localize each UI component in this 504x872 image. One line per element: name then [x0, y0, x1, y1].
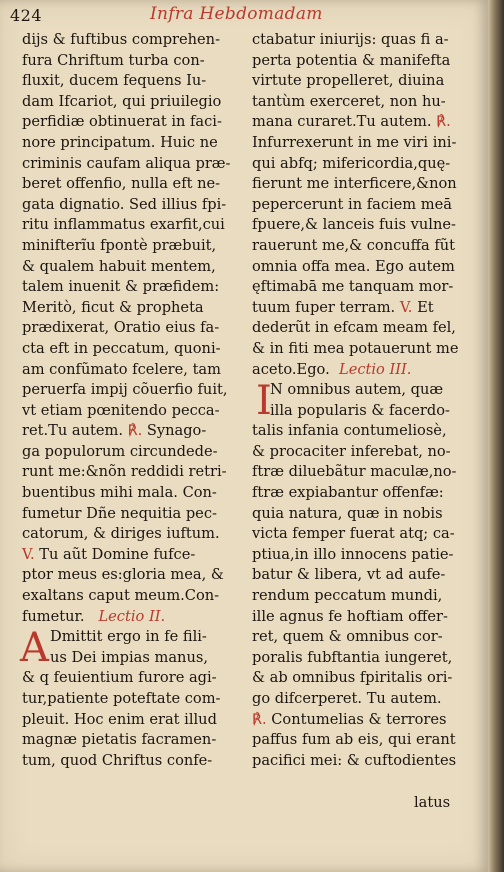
- text-line: pleuit. Hoc enim erat illud: [22, 710, 217, 728]
- text-fragment: aceto.Ego.: [252, 360, 330, 378]
- lectio-opening: [20, 625, 240, 672]
- right-column: [252, 30, 480, 771]
- text-line: vt etiam pœnitendo pecca-: [22, 401, 220, 419]
- text-line: perfidiæ obtinuerat in faci-: [22, 113, 222, 131]
- text-line: [252, 298, 480, 319]
- text-fragment: Contumelias & terrores: [271, 710, 447, 728]
- text-line: runt me:&nõn reddidi retri-: [22, 463, 227, 481]
- text-line: fierunt me interficere,&non: [252, 175, 457, 193]
- text-line: quia natura, quæ in nobis: [252, 504, 443, 522]
- text-line: Dmittit ergo in fe fili-: [50, 628, 207, 646]
- text-line: ctabatur iniurijs: quas fi a-: [252, 31, 449, 48]
- page-number: 424: [10, 6, 43, 25]
- text-line: dam Ifcariot, qui priuilegio: [22, 92, 222, 110]
- text-line: gata dignatio. Sed illius fpi-: [22, 195, 227, 213]
- text-line: fura Chriftum turba con-: [22, 51, 205, 69]
- lectio-heading: Lectio III.: [339, 360, 412, 378]
- right-text-block-a: [252, 30, 480, 112]
- text-line: fumetur Dñe nequitia pec-: [22, 504, 217, 522]
- text-line: Meritò, ficut & propheta: [22, 298, 204, 316]
- running-title: Infra Hebdomadam: [150, 4, 323, 24]
- text-line: perta potentia & manifefta: [252, 51, 451, 69]
- responsory-mark: ℟.: [127, 422, 143, 440]
- text-line: ritu inflammatus exarfit,cui: [22, 216, 225, 234]
- text-line: virtute propelleret, diuina: [252, 72, 445, 90]
- text-line: magnæ pietatis facramen-: [22, 731, 217, 749]
- text-line: exaltans caput meum.Con-: [22, 587, 220, 605]
- left-text-block-d: [22, 668, 240, 771]
- text-line: omnia offa mea. Ego autem: [252, 257, 455, 275]
- text-line: & qualem habuit mentem,: [22, 257, 216, 275]
- text-line: paffus fum ab eis, qui erant: [252, 731, 456, 749]
- right-text-block-d: [252, 421, 480, 709]
- text-line: cta eft in peccatum, quoni-: [22, 339, 221, 357]
- text-line: [22, 607, 240, 628]
- text-line: & ab omnibus fpiritalis ori-: [252, 669, 453, 687]
- catchword: latus: [414, 794, 451, 811]
- text-line: am confũmato fcelere, tam: [22, 360, 221, 378]
- left-column: [22, 30, 240, 771]
- text-fragment: fumetur.: [22, 607, 85, 625]
- responsory-mark: ℟.: [252, 710, 267, 728]
- text-fragment: Et: [417, 298, 434, 316]
- text-line: peruerfa impij cõuerfio fuit,: [22, 381, 228, 399]
- page-edge: [488, 0, 504, 872]
- text-line: tur,patiente poteftate com-: [22, 690, 221, 707]
- text-fragment: Tu aũt Domine fufce-: [39, 545, 196, 563]
- text-line: ret, quem & omnibus cor-: [252, 628, 443, 646]
- text-line: talis infania contumeliosè,: [252, 422, 447, 440]
- left-text-block-a: [22, 30, 240, 421]
- left-text-block-b: [22, 442, 240, 545]
- text-line: criminis caufam aliqua præ-: [22, 154, 231, 172]
- text-line: rendum peccatum mundi,: [252, 587, 443, 605]
- text-line: nore principatum. Huic ne: [22, 133, 218, 151]
- lectio-opening: [252, 378, 480, 425]
- text-line: batur & libera, vt ad aufe-: [252, 566, 446, 584]
- text-line: minifterĩu fpontè præbuit,: [22, 236, 217, 254]
- left-text-block-c: [22, 565, 240, 606]
- text-line: beret offenfio, nulla eft ne-: [22, 175, 221, 193]
- text-line: ptiua,in illo innocens patie-: [252, 545, 454, 563]
- text-line: poralis fubftantia iungeret,: [252, 648, 453, 666]
- lectio-heading: Lectio II.: [98, 607, 166, 625]
- text-line: dederũt in efcam meam fel,: [252, 319, 456, 337]
- dropcap-letter: A: [20, 625, 49, 672]
- text-line: talem inuenit & præfidem:: [22, 278, 220, 296]
- text-fragment: tuum fuper terram.: [252, 298, 396, 316]
- text-line: [252, 710, 480, 731]
- text-line: ftræ expiabantur offenfæ:: [252, 484, 444, 502]
- text-line: fluxit, ducem fequens Iu-: [22, 72, 207, 90]
- text-line: ęftimabā me tanquam mor-: [252, 278, 454, 296]
- versicle-mark: V.: [22, 545, 35, 563]
- dropcap-letter: I: [256, 378, 272, 425]
- text-line: dijs & fuftibus comprehen-: [22, 31, 221, 48]
- text-line: & procaciter inferebat, no-: [252, 442, 451, 460]
- text-line: us Dei impias manus,: [50, 648, 208, 666]
- text-line: illa popularis & facerdo-: [270, 401, 450, 419]
- text-line: [252, 112, 480, 133]
- text-line: N omnibus autem, quæ: [270, 381, 444, 399]
- text-line: catorum, & diriges iuftum.: [22, 525, 220, 543]
- text-line: go difcerperet. Tu autem.: [252, 690, 442, 707]
- text-line: qui abfq; mifericordia,quę-: [252, 154, 451, 172]
- text-line: ptor meus es:gloria mea, &: [22, 566, 224, 584]
- text-line: rauerunt me,& concuffa fũt: [252, 236, 456, 254]
- right-text-block-c: [252, 318, 480, 359]
- text-fragment: mana curaret.Tu autem.: [252, 113, 432, 131]
- right-text-block-b: [252, 133, 480, 298]
- text-line: [22, 421, 240, 442]
- text-fragment: ret.Tu autem.: [22, 422, 123, 440]
- page-header: [0, 0, 488, 32]
- text-line: buentibus mihi mala. Con-: [22, 484, 217, 502]
- text-line: Infurrexerunt in me viri ini-: [252, 133, 457, 151]
- text-line: ga populorum circundede-: [22, 442, 218, 460]
- text-line: [22, 545, 240, 566]
- text-line: pepercerunt in faciem meā: [252, 195, 452, 213]
- text-line: & q feuientium furore agi-: [22, 669, 217, 687]
- text-line: prædixerat, Oratio eius fa-: [22, 319, 220, 337]
- text-line: victa femper fuerat atq; ca-: [252, 525, 455, 543]
- text-line: tum, quod Chriftus confe-: [22, 751, 213, 769]
- text-line: ille agnus fe hoftiam offer-: [252, 607, 448, 625]
- text-line: [252, 360, 480, 381]
- text-line: fpuere,& lanceis fuis vulne-: [252, 216, 456, 234]
- text-line: tantùm exerceret, non hu-: [252, 92, 446, 110]
- responsory-mark: ℟.: [436, 113, 451, 131]
- right-text-block-e: [252, 730, 480, 771]
- text-line: pacifici mei: & cuftodientes: [252, 751, 457, 769]
- text-fragment: Synago-: [146, 422, 207, 440]
- text-line: ftræ diluebãtur maculæ,no-: [252, 463, 457, 481]
- text-line: & in fiti mea potauerunt me: [252, 339, 459, 357]
- versicle-mark: V.: [399, 298, 413, 316]
